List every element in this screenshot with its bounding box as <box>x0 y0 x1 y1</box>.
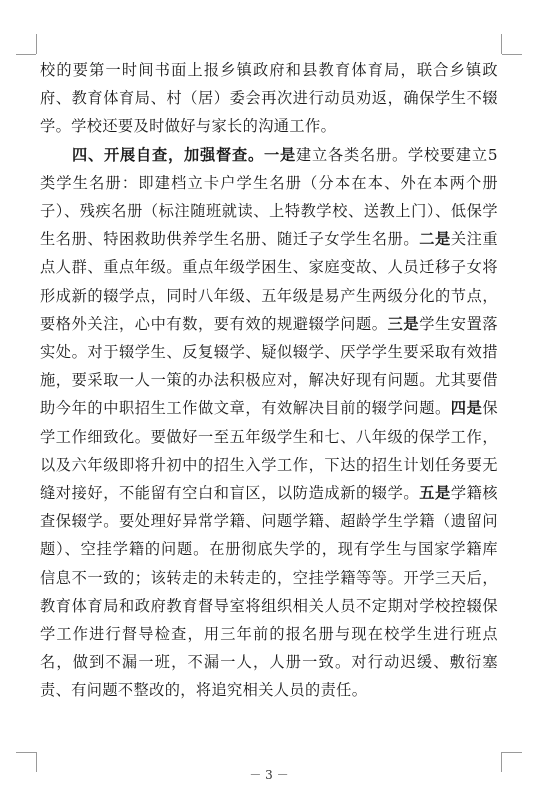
crop-mark-bottom-right-horizontal <box>502 752 522 753</box>
body-text <box>40 56 498 705</box>
crop-mark-top-left-vertical <box>36 34 37 54</box>
sentence-text: 学籍核查保辍学。要处理好异常学籍、问题学籍、超龄学生学籍（遗留问题）、空挂学籍的问题。在册彻底失学的，现有学生与国家学籍库信息不一致的；该转走的未转走的，空挂学籍等等。开学三天后，教育体育局和政府教育督导室将组织相关人员不定期对学校控辍保学工作进行督导检查，用三年前的报名册与现在校学生进行班点名，做到不漏一班，不漏一人，人册一致。对行动迟缓、敷衍塞责、有问题不整改的，将追究相关人员的责任。 <box>40 484 498 700</box>
page-number: － 3 － <box>249 768 289 782</box>
section-sentences <box>40 146 498 700</box>
crop-mark-top-right-horizontal <box>502 54 522 55</box>
sentence-text: 建立各类名册。学校要建立5类学生名册：即建档立卡户学生名册（分本在本、外在本两个册子）、残疾名册（标注随班就读、上特教学校、送教上门）、低保学生名册、特困救助供养学生名册、随迁子女学生名册。 <box>40 145 498 249</box>
sentence-text: 保学工作细致化。要做好一至五年级学生和七、八年级的保学工作，以及六年级即将升初中的招生入学工作，下达的招生计划任务要无缝对接好，不能留有空白和盲区，以防造成新的辍学。 <box>40 399 498 503</box>
sentence-text: 学生安置落实处。对于辍学生、反复辍学、疑似辍学、厌学学生要采取有效措施，要采取一人一策的办法积极应对，解决好现有问题。尤其要借助今年的中职招生工作做文章，有效解决目前的辍学问题。 <box>40 314 498 418</box>
enumeration-marker: 一是 <box>263 145 296 164</box>
section-heading: 四、开展自查，加强督查。 <box>72 145 264 164</box>
enumeration-marker: 三是 <box>387 314 420 333</box>
paragraph-continuation: 校的要第一时间书面上报乡镇政府和县教育体育局，联合乡镇政府、教育体育局、村（居）委会再次进行动员劝返，确保学生不辍学。学校还要及时做好与家长的沟通工作。 <box>40 61 498 136</box>
enumeration-marker: 五是 <box>419 484 451 503</box>
crop-mark-top-right-vertical <box>501 34 502 54</box>
enumeration-marker: 二是 <box>419 230 451 249</box>
sentence-text: 关注重点人群、重点年级。重点年级学困生、家庭变故、人员迁移子女将形成新的辍学点，同时八年级、五年级是易产生两级分化的节点，要格外关注，心中有数，要有效的规避辍学问题。 <box>40 230 498 333</box>
paragraph-section-four <box>40 141 498 705</box>
enumeration-marker: 四是 <box>450 399 483 418</box>
crop-mark-top-left-horizontal <box>16 54 36 55</box>
crop-mark-bottom-left-horizontal <box>16 752 36 753</box>
